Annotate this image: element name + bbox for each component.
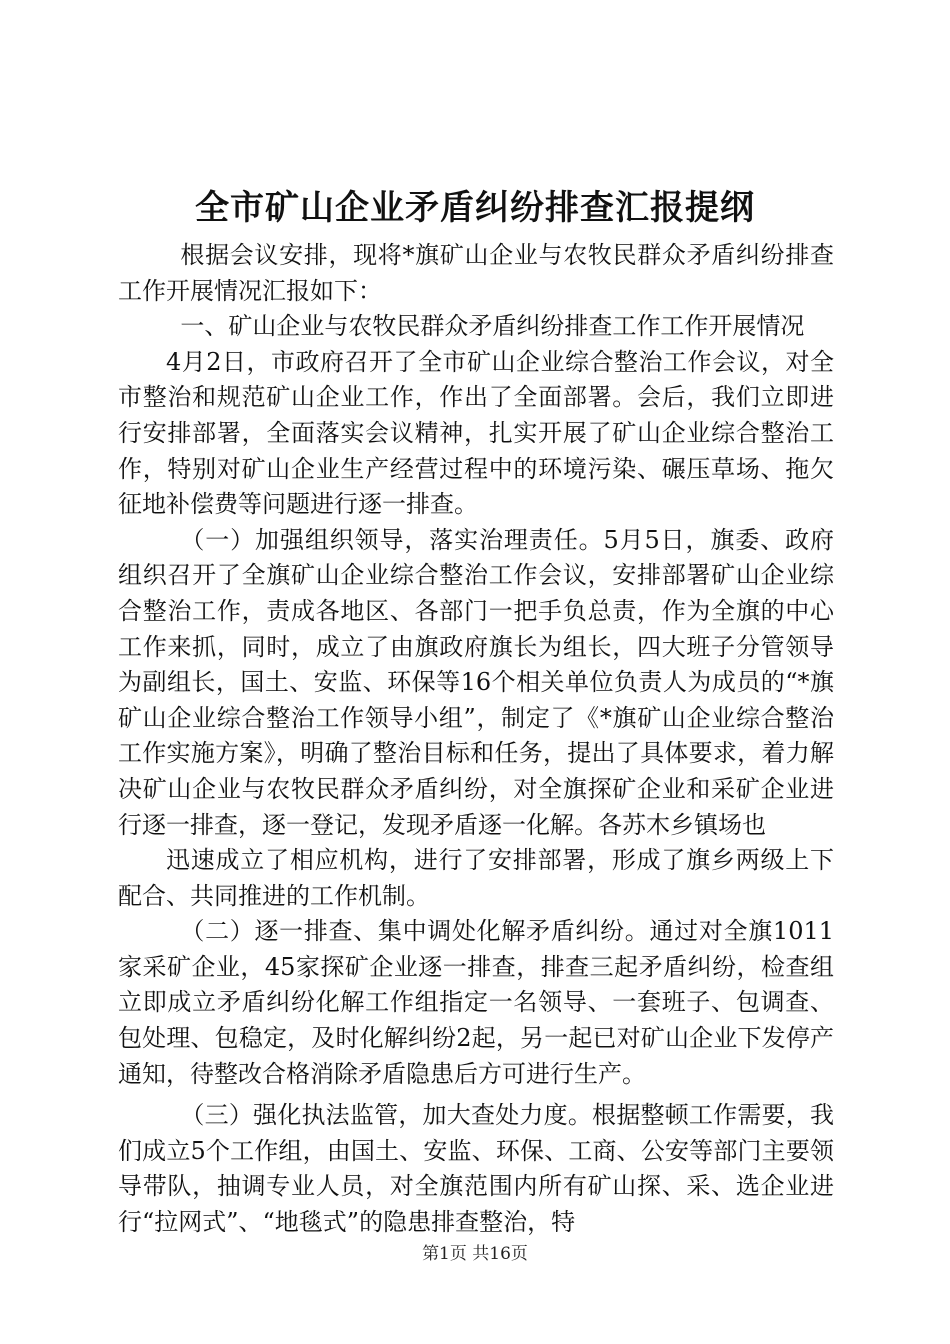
paragraph-overview: 4月2日，市政府召开了全市矿山企业综合整治工作会议，对全市整治和规范矿山企业工作，作出了全面部署。会后，我们立即进行安排部署，全面落实会议精神，扎实开展了矿山企业综合整治工作，特别对矿山企业生产经营过程中的环境污染、碾压草场、拖欠征地补偿费等问题进行逐一排查。 (118, 347, 834, 519)
document-title: 全市矿山企业矛盾纠纷排查汇报提纲 (195, 188, 755, 228)
paragraph-item-3: （三）强化执法监管，加大查处力度。根据整顿工作需要，我们成立5个工作组，由国土、安监、环保、工商、公安等部门主要领导带队，抽调专业人员，对全旗范围内所有矿山探、采、选企业进行“拉网式”、“地毯式”的隐患排查整治，特 (118, 1101, 834, 1237)
document-body (118, 238, 834, 1241)
paragraph-intro: 根据会议安排，现将*旗矿山企业与农牧民群众矛盾纠纷排查工作开展情况汇报如下： (118, 241, 834, 305)
section-heading-1: 一、矿山企业与农牧民群众矛盾纠纷排查工作工作开展情况 (180, 312, 805, 341)
page-number-footer: 第1页 共16页 (422, 1244, 528, 1264)
paragraph-item-2: （二）逐一排查、集中调处化解矛盾纠纷。通过对全旗1011家采矿企业，45家探矿企业逐一排查，排查三起矛盾纠纷，检查组立即成立矛盾纠纷化解工作组指定一名领导、一套班子、包调查、包处理、包稳定，及时化解纠纷2起，另一起已对矿山企业下发停产通知，待整改合格消除矛盾隐患后方可进行生产。 (118, 917, 834, 1088)
paragraph-item-1-continued: 迅速成立了相应机构，进行了安排部署，形成了旗乡两级上下配合、共同推进的工作机制。 (118, 846, 834, 910)
paragraph-item-1: （一）加强组织领导，落实治理责任。5月5日，旗委、政府组织召开了全旗矿山企业综合整治工作会议，安排部署矿山企业综合整治工作，责成各地区、各部门一把手负总责，作为全旗的中心工作来抓，同时，成立了由旗政府旗长为组长，四大班子分管领导为副组长，国土、安监、环保等16个相关单位负责人为成员的“*旗矿山企业综合整治工作领导小组”，制定了《*旗矿山企业综合整治工作实施方案》，明确了整治目标和任务，提出了具体要求，着力解决矿山企业与农牧民群众矛盾纠纷，对全旗探矿企业和采矿企业进行逐一排查，逐一登记，发现矛盾逐一化解。各苏木乡镇场也 (118, 525, 834, 839)
